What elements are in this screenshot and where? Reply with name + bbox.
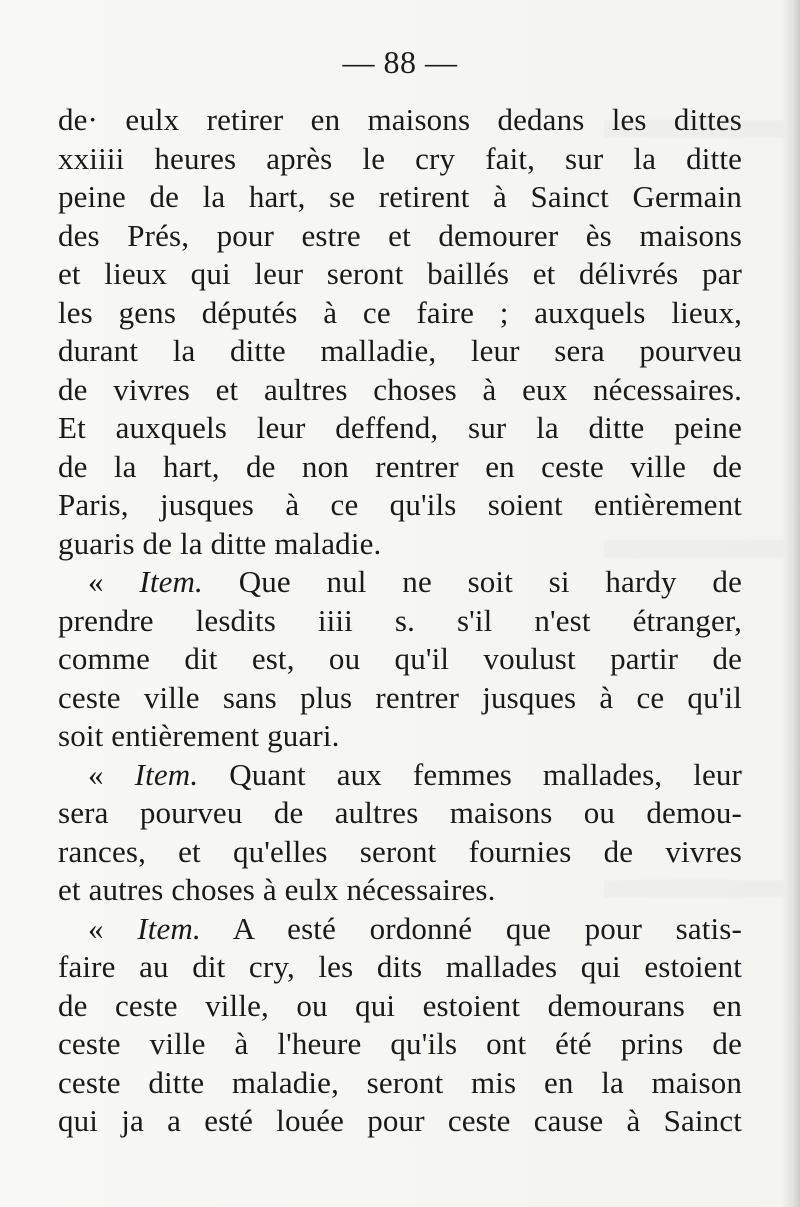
text-line: les gens députés à ce faire ; auxquels lieux, [58,294,742,330]
text-line: faire au dit cry, les dits mallades qui estoient [58,949,742,984]
line-text: Quant aux femmes mallades, leur [198,756,742,792]
text-line: et lieux qui leur seront baillés et délivrés par [58,256,742,291]
quote-mark: « [88,564,140,599]
text-line: de ceste ville, ou qui estoient demourans en [58,987,742,1023]
quote-mark: « [88,910,138,946]
text-line: sera pourveu de aultres maisons ou demou- [58,795,742,830]
text-line: des Prés, pour estre et demourer ès maisons [58,217,742,253]
text-line: de la hart, de non rentrer en ceste ville de [58,448,742,484]
text-line: de vivres et aultres choses à eux nécessaires. [58,371,742,407]
paragraph-first-line [58,563,742,602]
italic-item-label: Item. [139,564,203,599]
text-line: comme dit est, ou qu'il voulust partir de [58,641,742,676]
text-line: ceste ville sans plus rentrer jusques à ce qu'il [58,679,742,715]
text-line: Et auxquels leur deffend, sur la ditte peine [58,410,742,445]
body-text [58,101,742,1141]
text-line: peine de la hart, se retirent à Sainct Germain [58,179,742,214]
text-line: xxiiii heures après le cry fait, sur la ditte [58,140,742,176]
line-text: A esté ordonné que pour satis- [200,910,742,946]
quote-mark: « [88,756,135,792]
text-line: de· eulx retirer en maisons dedans les dittes [58,102,742,137]
text-line: et autres choses à eulx nécessaires. [58,872,496,907]
text-line: durant la ditte malladie, leur sera pourveu [58,333,742,368]
italic-item-label: Item. [134,756,199,792]
italic-item-label: Item. [137,910,201,946]
text-line: soit entièrement guari. [58,718,340,753]
text-line: rances, et qu'elles seront fournies de vivres [58,833,742,869]
page-number: — 88 — [342,44,458,80]
line-text: Que nul ne soit si hardy de [202,564,742,599]
paragraph-first-line [58,756,742,795]
text-line: guaris de la ditte maladie. [58,525,382,561]
text-line: ceste ditte maladie, seront mis en la maison [58,1064,742,1100]
text-line: qui ja a esté louée pour ceste cause à Sainct [58,1103,742,1138]
text-line: Paris, jusques à ce qu'ils soient entièrement [58,487,742,522]
text-line: prendre lesdits iiii s. s'il n'est étranger, [58,602,742,638]
text-line: ceste ville à l'heure qu'ils ont été prins de [58,1026,742,1061]
page-edge-shadow [782,0,800,1207]
paragraph-first-line [58,910,742,949]
